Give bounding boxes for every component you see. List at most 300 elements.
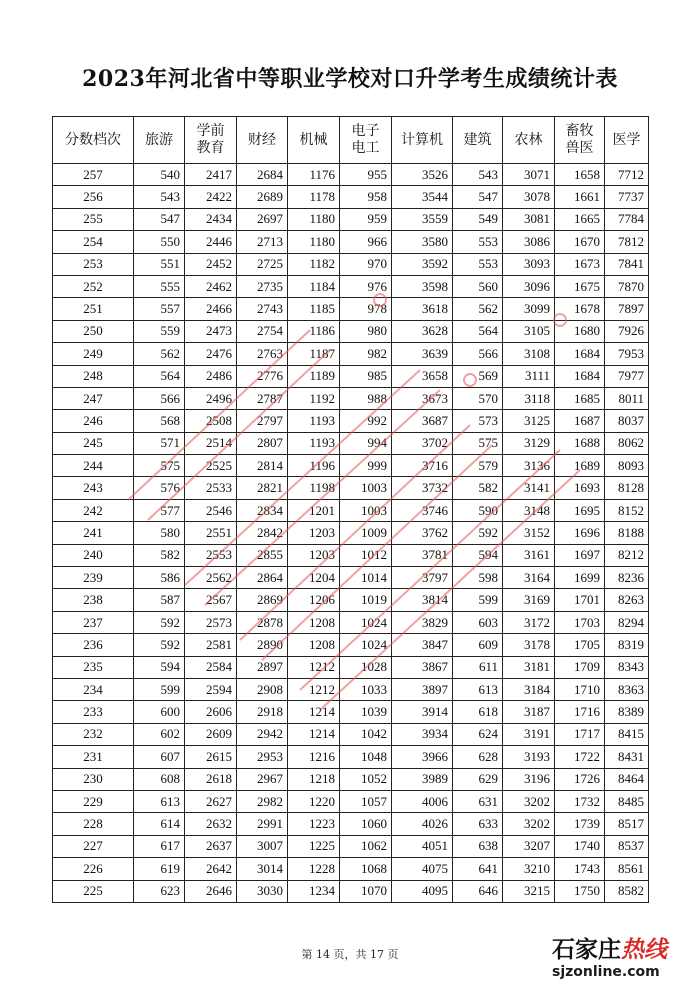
count-cell: 2525 [185,455,237,477]
count-cell: 1028 [340,656,392,678]
count-cell: 1184 [288,275,340,297]
column-header [237,117,288,164]
count-cell: 2637 [185,835,237,857]
count-cell: 1685 [555,387,605,409]
table-row [53,298,649,320]
count-cell: 2581 [185,634,237,656]
count-cell: 570 [453,387,503,409]
count-cell: 3178 [503,634,555,656]
score-level-cell: 245 [53,432,134,454]
count-cell: 2776 [237,365,288,387]
count-cell: 1228 [288,858,340,880]
count-cell: 549 [453,208,503,230]
count-cell: 3187 [503,701,555,723]
count-cell: 976 [340,275,392,297]
count-cell: 573 [453,410,503,432]
count-cell: 3007 [237,835,288,857]
table-header-row [53,117,649,164]
table-row [53,432,649,454]
count-cell: 3702 [392,432,453,454]
count-cell: 575 [453,432,503,454]
count-cell: 1684 [555,365,605,387]
column-header-text: 旅游 [145,131,173,148]
count-cell: 8537 [605,835,649,857]
count-cell: 1042 [340,723,392,745]
count-cell: 2514 [185,432,237,454]
count-cell: 2533 [185,477,237,499]
count-cell: 1203 [288,544,340,566]
column-header [134,117,185,164]
table-row [53,589,649,611]
count-cell: 599 [453,589,503,611]
count-cell: 575 [134,455,185,477]
count-cell: 966 [340,231,392,253]
count-cell: 1697 [555,544,605,566]
logo-url: sjzonline.com [552,964,660,980]
count-cell: 3746 [392,499,453,521]
table-row [53,186,649,208]
count-cell: 547 [134,208,185,230]
count-cell: 623 [134,880,185,902]
count-cell: 553 [453,253,503,275]
count-cell: 1024 [340,611,392,633]
count-cell: 3161 [503,544,555,566]
score-level-cell: 228 [53,813,134,835]
count-cell: 586 [134,567,185,589]
column-header [53,117,134,164]
count-cell: 1014 [340,567,392,589]
count-cell: 592 [134,634,185,656]
count-cell: 2684 [237,164,288,186]
table-row [53,835,649,857]
count-cell: 2632 [185,813,237,835]
count-cell: 3716 [392,455,453,477]
table-row [53,701,649,723]
count-cell: 3030 [237,880,288,902]
count-cell: 3658 [392,365,453,387]
table-row [53,567,649,589]
column-header-text: 教育 [196,140,225,156]
count-cell: 2496 [185,387,237,409]
table-row [53,723,649,745]
count-cell: 3526 [392,164,453,186]
count-cell: 569 [453,365,503,387]
count-cell: 4051 [392,835,453,857]
count-cell: 617 [134,835,185,857]
count-cell: 590 [453,499,503,521]
count-cell: 1661 [555,186,605,208]
count-cell: 2834 [237,499,288,521]
count-cell: 551 [134,253,185,275]
count-cell: 564 [453,320,503,342]
count-cell: 1717 [555,723,605,745]
count-cell: 3108 [503,343,555,365]
count-cell: 1696 [555,522,605,544]
table-row [53,410,649,432]
count-cell: 641 [453,858,503,880]
count-cell: 1678 [555,298,605,320]
table-body [53,164,649,903]
count-cell: 970 [340,253,392,275]
count-cell: 646 [453,880,503,902]
count-cell: 1196 [288,455,340,477]
column-header [288,117,340,164]
count-cell: 562 [134,343,185,365]
count-cell: 3781 [392,544,453,566]
score-level-cell: 234 [53,678,134,700]
count-cell: 7926 [605,320,649,342]
count-cell: 2417 [185,164,237,186]
table-row [53,790,649,812]
count-cell: 2787 [237,387,288,409]
count-cell: 602 [134,723,185,745]
column-header-text: 农林 [514,131,543,148]
count-cell: 1687 [555,410,605,432]
count-cell: 2991 [237,813,288,835]
count-cell: 955 [340,164,392,186]
count-cell: 3598 [392,275,453,297]
table-row [53,365,649,387]
count-cell: 2594 [185,678,237,700]
count-cell: 2897 [237,656,288,678]
table-row [53,208,649,230]
column-header [503,117,555,164]
count-cell: 1198 [288,477,340,499]
logo-brand: 石家庄热线 [552,937,667,963]
count-cell: 613 [453,678,503,700]
count-cell: 2462 [185,275,237,297]
count-cell: 1675 [555,275,605,297]
count-cell: 1220 [288,790,340,812]
count-cell: 631 [453,790,503,812]
count-cell: 3989 [392,768,453,790]
count-cell: 2551 [185,522,237,544]
count-cell: 1024 [340,634,392,656]
count-cell: 980 [340,320,392,342]
count-cell: 4006 [392,790,453,812]
count-cell: 7897 [605,298,649,320]
count-cell: 8485 [605,790,649,812]
count-cell: 2546 [185,499,237,521]
count-cell: 1658 [555,164,605,186]
count-cell: 1701 [555,589,605,611]
score-level-cell: 232 [53,723,134,745]
count-cell: 1214 [288,701,340,723]
count-cell: 8389 [605,701,649,723]
count-cell: 3628 [392,320,453,342]
count-cell: 1204 [288,567,340,589]
count-cell: 8011 [605,387,649,409]
score-statistics-table [52,116,649,903]
count-cell: 8363 [605,678,649,700]
count-cell: 3559 [392,208,453,230]
count-cell: 2864 [237,567,288,589]
count-cell: 2797 [237,410,288,432]
count-cell: 3181 [503,656,555,678]
count-cell: 1732 [555,790,605,812]
count-cell: 1019 [340,589,392,611]
score-level-cell: 248 [53,365,134,387]
count-cell: 1033 [340,678,392,700]
count-cell: 4095 [392,880,453,902]
count-cell: 3141 [503,477,555,499]
count-cell: 1039 [340,701,392,723]
count-cell: 1684 [555,343,605,365]
count-cell: 2855 [237,544,288,566]
count-cell: 2486 [185,365,237,387]
table-row [53,499,649,521]
count-cell: 7737 [605,186,649,208]
count-cell: 3867 [392,656,453,678]
count-cell: 3202 [503,813,555,835]
score-level-cell: 250 [53,320,134,342]
count-cell: 608 [134,768,185,790]
column-header-text: 畜牧 [565,123,594,139]
count-cell: 3673 [392,387,453,409]
count-cell: 560 [453,275,503,297]
table-row [53,634,649,656]
count-cell: 3215 [503,880,555,902]
count-cell: 1003 [340,499,392,521]
count-cell: 8343 [605,656,649,678]
count-cell: 3125 [503,410,555,432]
count-cell: 1048 [340,746,392,768]
column-header [340,117,392,164]
score-level-cell: 252 [53,275,134,297]
table-row [53,455,649,477]
count-cell: 4026 [392,813,453,835]
count-cell: 7712 [605,164,649,186]
count-cell: 3762 [392,522,453,544]
count-cell: 1009 [340,522,392,544]
count-cell: 1739 [555,813,605,835]
count-cell: 607 [134,746,185,768]
count-cell: 3071 [503,164,555,186]
count-cell: 1052 [340,768,392,790]
count-cell: 3148 [503,499,555,521]
table-row [53,880,649,902]
table-row [53,768,649,790]
count-cell: 7977 [605,365,649,387]
score-level-cell: 230 [53,768,134,790]
count-cell: 1699 [555,567,605,589]
table-row [53,544,649,566]
count-cell: 1223 [288,813,340,835]
table-row [53,320,649,342]
column-header [605,117,649,164]
count-cell: 2646 [185,880,237,902]
count-cell: 559 [134,320,185,342]
count-cell: 547 [453,186,503,208]
count-cell: 562 [453,298,503,320]
count-cell: 3592 [392,253,453,275]
count-cell: 3081 [503,208,555,230]
count-cell: 3152 [503,522,555,544]
count-cell: 988 [340,387,392,409]
count-cell: 2814 [237,455,288,477]
count-cell: 2735 [237,275,288,297]
count-cell: 3196 [503,768,555,790]
count-cell: 1201 [288,499,340,521]
count-cell: 611 [453,656,503,678]
count-cell: 638 [453,835,503,857]
count-cell: 982 [340,343,392,365]
count-cell: 3897 [392,678,453,700]
count-cell: 1216 [288,746,340,768]
count-cell: 580 [134,522,185,544]
count-cell: 2553 [185,544,237,566]
count-cell: 568 [134,410,185,432]
count-cell: 2618 [185,768,237,790]
count-cell: 3580 [392,231,453,253]
column-header-text: 医学 [612,131,641,148]
count-cell: 2452 [185,253,237,275]
count-cell: 594 [453,544,503,566]
column-header-text: 机械 [299,131,328,148]
count-cell: 2967 [237,768,288,790]
count-cell: 3934 [392,723,453,745]
column-header [453,117,503,164]
score-level-cell: 233 [53,701,134,723]
count-cell: 959 [340,208,392,230]
score-level-cell: 240 [53,544,134,566]
table-row [53,164,649,186]
column-header [185,117,237,164]
count-cell: 1192 [288,387,340,409]
count-cell: 3129 [503,432,555,454]
count-cell: 543 [134,186,185,208]
count-cell: 1710 [555,678,605,700]
count-cell: 1193 [288,410,340,432]
score-level-cell: 249 [53,343,134,365]
count-cell: 1060 [340,813,392,835]
count-cell: 1750 [555,880,605,902]
count-cell: 1726 [555,768,605,790]
count-cell: 3164 [503,567,555,589]
count-cell: 2508 [185,410,237,432]
count-cell: 2821 [237,477,288,499]
count-cell: 3191 [503,723,555,745]
count-cell: 8062 [605,432,649,454]
count-cell: 2953 [237,746,288,768]
count-cell: 3639 [392,343,453,365]
count-cell: 2627 [185,790,237,812]
count-cell: 3210 [503,858,555,880]
count-cell: 3814 [392,589,453,611]
count-cell: 2890 [237,634,288,656]
table-row [53,813,649,835]
count-cell: 633 [453,813,503,835]
count-cell: 1180 [288,208,340,230]
count-cell: 8236 [605,567,649,589]
table-row [53,275,649,297]
score-level-cell: 246 [53,410,134,432]
count-cell: 8294 [605,611,649,633]
score-level-cell: 254 [53,231,134,253]
table-row [53,343,649,365]
count-cell: 603 [453,611,503,633]
count-cell: 8188 [605,522,649,544]
count-cell: 3202 [503,790,555,812]
count-cell: 7841 [605,253,649,275]
count-cell: 3136 [503,455,555,477]
count-cell: 592 [453,522,503,544]
count-cell: 2562 [185,567,237,589]
score-level-cell: 241 [53,522,134,544]
count-cell: 3193 [503,746,555,768]
count-cell: 3829 [392,611,453,633]
count-cell: 2642 [185,858,237,880]
count-cell: 2606 [185,701,237,723]
count-cell: 3014 [237,858,288,880]
count-cell: 564 [134,365,185,387]
count-cell: 3618 [392,298,453,320]
count-cell: 553 [453,231,503,253]
column-header-text: 电子 [351,123,380,139]
count-cell: 618 [453,701,503,723]
table-row [53,387,649,409]
count-cell: 8431 [605,746,649,768]
count-cell: 1208 [288,634,340,656]
count-cell: 3111 [503,365,555,387]
score-level-cell: 229 [53,790,134,812]
count-cell: 2743 [237,298,288,320]
count-cell: 582 [453,477,503,499]
count-cell: 1180 [288,231,340,253]
count-cell: 2908 [237,678,288,700]
count-cell: 1062 [340,835,392,857]
table-row [53,656,649,678]
count-cell: 1695 [555,499,605,521]
count-cell: 1070 [340,880,392,902]
score-level-cell: 227 [53,835,134,857]
table-row [53,678,649,700]
count-cell: 3086 [503,231,555,253]
count-cell: 2689 [237,186,288,208]
count-cell: 8319 [605,634,649,656]
score-level-cell: 247 [53,387,134,409]
count-cell: 613 [134,790,185,812]
count-cell: 999 [340,455,392,477]
count-cell: 3184 [503,678,555,700]
count-cell: 1218 [288,768,340,790]
count-cell: 2725 [237,253,288,275]
count-cell: 2754 [237,320,288,342]
count-cell: 2446 [185,231,237,253]
count-cell: 3966 [392,746,453,768]
count-cell: 2842 [237,522,288,544]
score-level-cell: 225 [53,880,134,902]
count-cell: 577 [134,499,185,521]
count-cell: 2567 [185,589,237,611]
count-cell: 8517 [605,813,649,835]
count-cell: 2615 [185,746,237,768]
column-header-text: 分数档次 [65,131,121,148]
count-cell: 1703 [555,611,605,633]
count-cell: 8128 [605,477,649,499]
count-cell: 1203 [288,522,340,544]
count-cell: 1689 [555,455,605,477]
count-cell: 540 [134,164,185,186]
count-cell: 1688 [555,432,605,454]
site-logo[interactable] [552,936,694,986]
count-cell: 1722 [555,746,605,768]
count-cell: 958 [340,186,392,208]
score-level-cell: 235 [53,656,134,678]
page-title: 2023年河北省中等职业学校对口升学考生成绩统计表 [82,66,618,92]
table-row [53,253,649,275]
count-cell: 3096 [503,275,555,297]
